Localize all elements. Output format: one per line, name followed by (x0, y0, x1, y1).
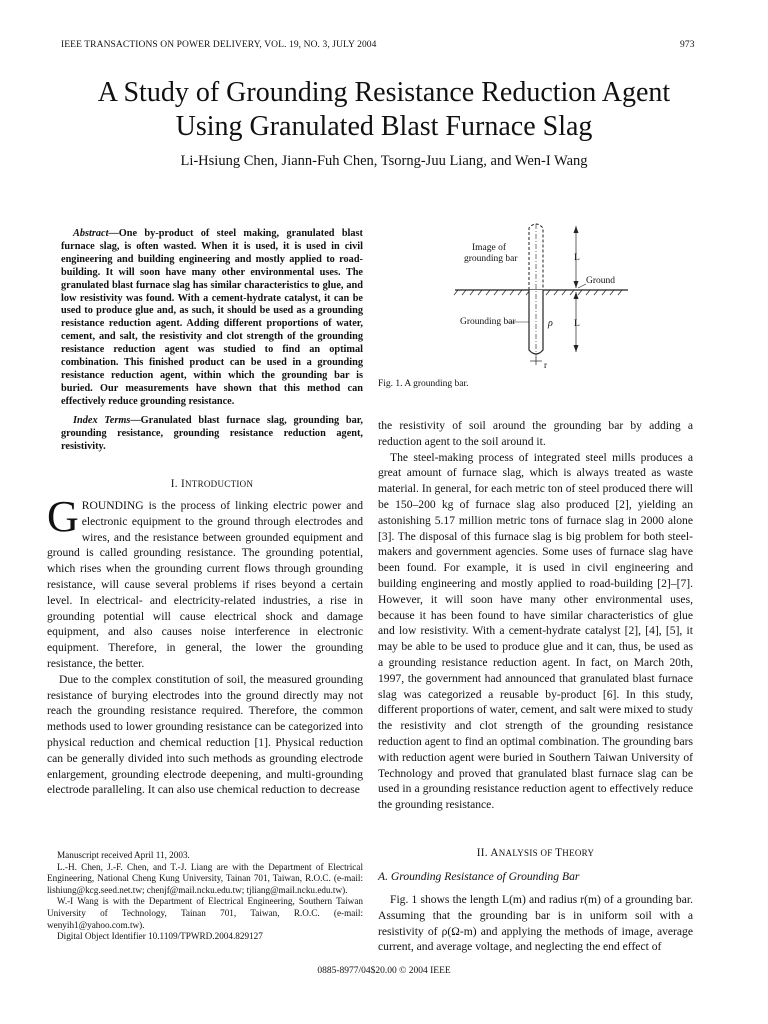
label-ground: Ground (586, 276, 616, 286)
section-heading-analysis: II. ANALYSIS OF THEORY (476, 847, 595, 859)
index-terms (61, 415, 363, 454)
drop-cap: G (47, 492, 79, 541)
paragraph: the resistivity of soil around the grounding bar by adding a reduction agent to the soil around it. (378, 419, 693, 448)
page-number: 973 (680, 40, 695, 50)
index-terms-text: —Granulated blast furnace slag, grounding bar, grounding resistance, grounding resistance reduction agent, resistivity. (61, 415, 363, 452)
footnote-doi: Digital Object Identifier 10.1109/TPWRD.2004.829127 (57, 931, 263, 942)
label-length-bottom: L (574, 319, 580, 329)
running-header: IEEE TRANSACTIONS ON POWER DELIVERY, VOL. 19, NO. 3, JULY 2004 (61, 40, 377, 50)
label-image: Image of (472, 243, 507, 253)
index-terms-label: Index Terms (73, 415, 131, 426)
abstract-text: —One by-product of steel making, granulated blast furnace slag, is often wasted. When it is used, it is used in civil engineering and building engineering and mostly applied to road-building. It will soon have many other environmental uses. The granulated blast furnace slag has similar characteristics to glue, and low resistivity was found. With a cement-hydrate catalyst, it can be used to produce glue and, as such, it should be used as a grounding resistance reduction agent. Adding different proportions of water, cement, and salt, the resistivity and clot strength of the grounding resistance reduction agent was studied to find an optimal combination. This finished product can be used in a grounding resistance reduction agent, within which the grounding bar is buried. Our measurements have shown that this method can effectively reduce grounding resistance. (61, 228, 363, 407)
label-grounding-bar: Grounding bar (460, 317, 516, 327)
footnote-affiliation-2: W.-I Wang is with the Department of Electrical Engineering, Southern Taiwan University of Technology, Tainan 701, Taiwan, R.O.C. (e-mail: wenyih1@yahoo.com.tw). (47, 896, 363, 930)
label-length-top: L (574, 253, 580, 263)
abstract (61, 228, 363, 409)
label-radius: r (544, 360, 547, 370)
figure-grounding-bar (450, 218, 650, 370)
paragraph: Fig. 1 shows the length L(m) and radius r(m) of a grounding bar. Assuming that the grounding bar is in uniform soil with a resistivity of ρ(Ω-m) and applying the methods of image, average current, and average voltage, and neglecting the end effect of (378, 893, 693, 954)
paragraph: The steel-making process of integrated steel mills produces a great amount of furnace slag, which is always treated as waste material. In general, for each metric ton of steel produced there will be 150–200 kg of furnace slag also produced [2], yielding an astonishing 5.17 million metric tons of furnace slag in 2000 alone [3]. The disposal of this furnace slag is big problem for both steel-makers and government agencies. Some uses of furnace slag have been found. For example, it is used in civil engineering and building engineering and mostly applied to road-building [2]–[7]. However, it will soon have many other environmental uses, because it has been found to have similar characteristics of glue and low resistivity. With a cement-hydrate catalyst [2], [4], [5], it may be able to be used to produce glue and it can, thus, be used as a grounding resistance reduction agent. In fact, on March 20th, 1997, the government had announced that granulated blast furnace slag was categorized a reusable by-product [6]. In this study, different proportions of water, cement, and salt were mixed to study the resistivity and clot strength of the grounding resistance reduction agent to find an optimal combination. The grounding bars with reduction agent were buried in Southern Taiwan University of Technology and proved that granulated blast furnace slag can be used in a grounding resistance reduction agent to effectively reduce the grounding resistance. (378, 450, 693, 812)
paragraph: GROUNDING is the process of linking electric power and electronic equipment to the ground through electrodes and wires, and the resistance between grounded equipment and ground is called grounding resistance. The grounding potential, which rises when the grounding current flows through grounding resistance, will cause several problems if rises beyond a certain level. In electrical- and electricity-related industries, a rise in grounding potential will cause electrical shock and damage equipment, and also causes noise interference in electronic equipment. Therefore, in general, the lower the grounding resistance, the better. (47, 492, 363, 670)
abstract-label: Abstract (73, 228, 109, 239)
label-rho: ρ (548, 318, 553, 329)
author-list: Li-Hsiung Chen, Jiann-Fuh Chen, Tsorng-Juu Liang, and Wen-I Wang (180, 153, 588, 169)
label-image-bar: grounding bar (464, 254, 518, 264)
footnote (47, 850, 363, 943)
arrowhead (574, 292, 579, 299)
ground-leader (578, 284, 586, 288)
paper-title (0, 76, 768, 144)
arrowhead (574, 226, 579, 233)
footnote-received: Manuscript received April 11, 2003. (57, 850, 190, 860)
arrowhead (574, 345, 579, 352)
paragraph: Due to the complex constitution of soil, the measured grounding resistance of burying electrodes into the ground directly may not reach the grounding resistance required. Therefore, the common methods used to lower grounding resistance can be categorized into physical reduction and chemical reduction [1]. Physical reduction can be generally divided into such methods as grounding electrode enlargement, grounding electrode deepening, and multi-grounding electrode paralleling. It can also use chemical reduction to decrease (47, 672, 363, 797)
section-heading-introduction: I. INTRODUCTION (170, 478, 254, 490)
section2-body (378, 892, 693, 955)
footnote-affiliation-1: L.-H. Chen, J.-F. Chen, and T.-J. Liang are with the Department of Electrical Engineering, National Cheng Kung University, Tainan 701, Taiwan, R.O.C. (e-mail: lishiung@kcg.seed.net.tw; chenjf@mail.ncku.edu.tw; tjliang@mail.ncku.edu.tw). (47, 861, 363, 895)
right-column-body (378, 418, 693, 813)
subsection-heading: A. Grounding Resistance of Grounding Bar (378, 870, 580, 883)
paper-title-line1: A Study of Grounding Resistance Reduction Agent (97, 77, 671, 108)
figure-caption: Fig. 1. A grounding bar. (378, 379, 469, 389)
copyright-line: 0885-8977/04$20.00 © 2004 IEEE (317, 966, 451, 976)
introduction-body (47, 492, 363, 798)
arrowhead (574, 281, 579, 288)
paper-title-line2: Using Granulated Blast Furnace Slag (175, 111, 593, 142)
